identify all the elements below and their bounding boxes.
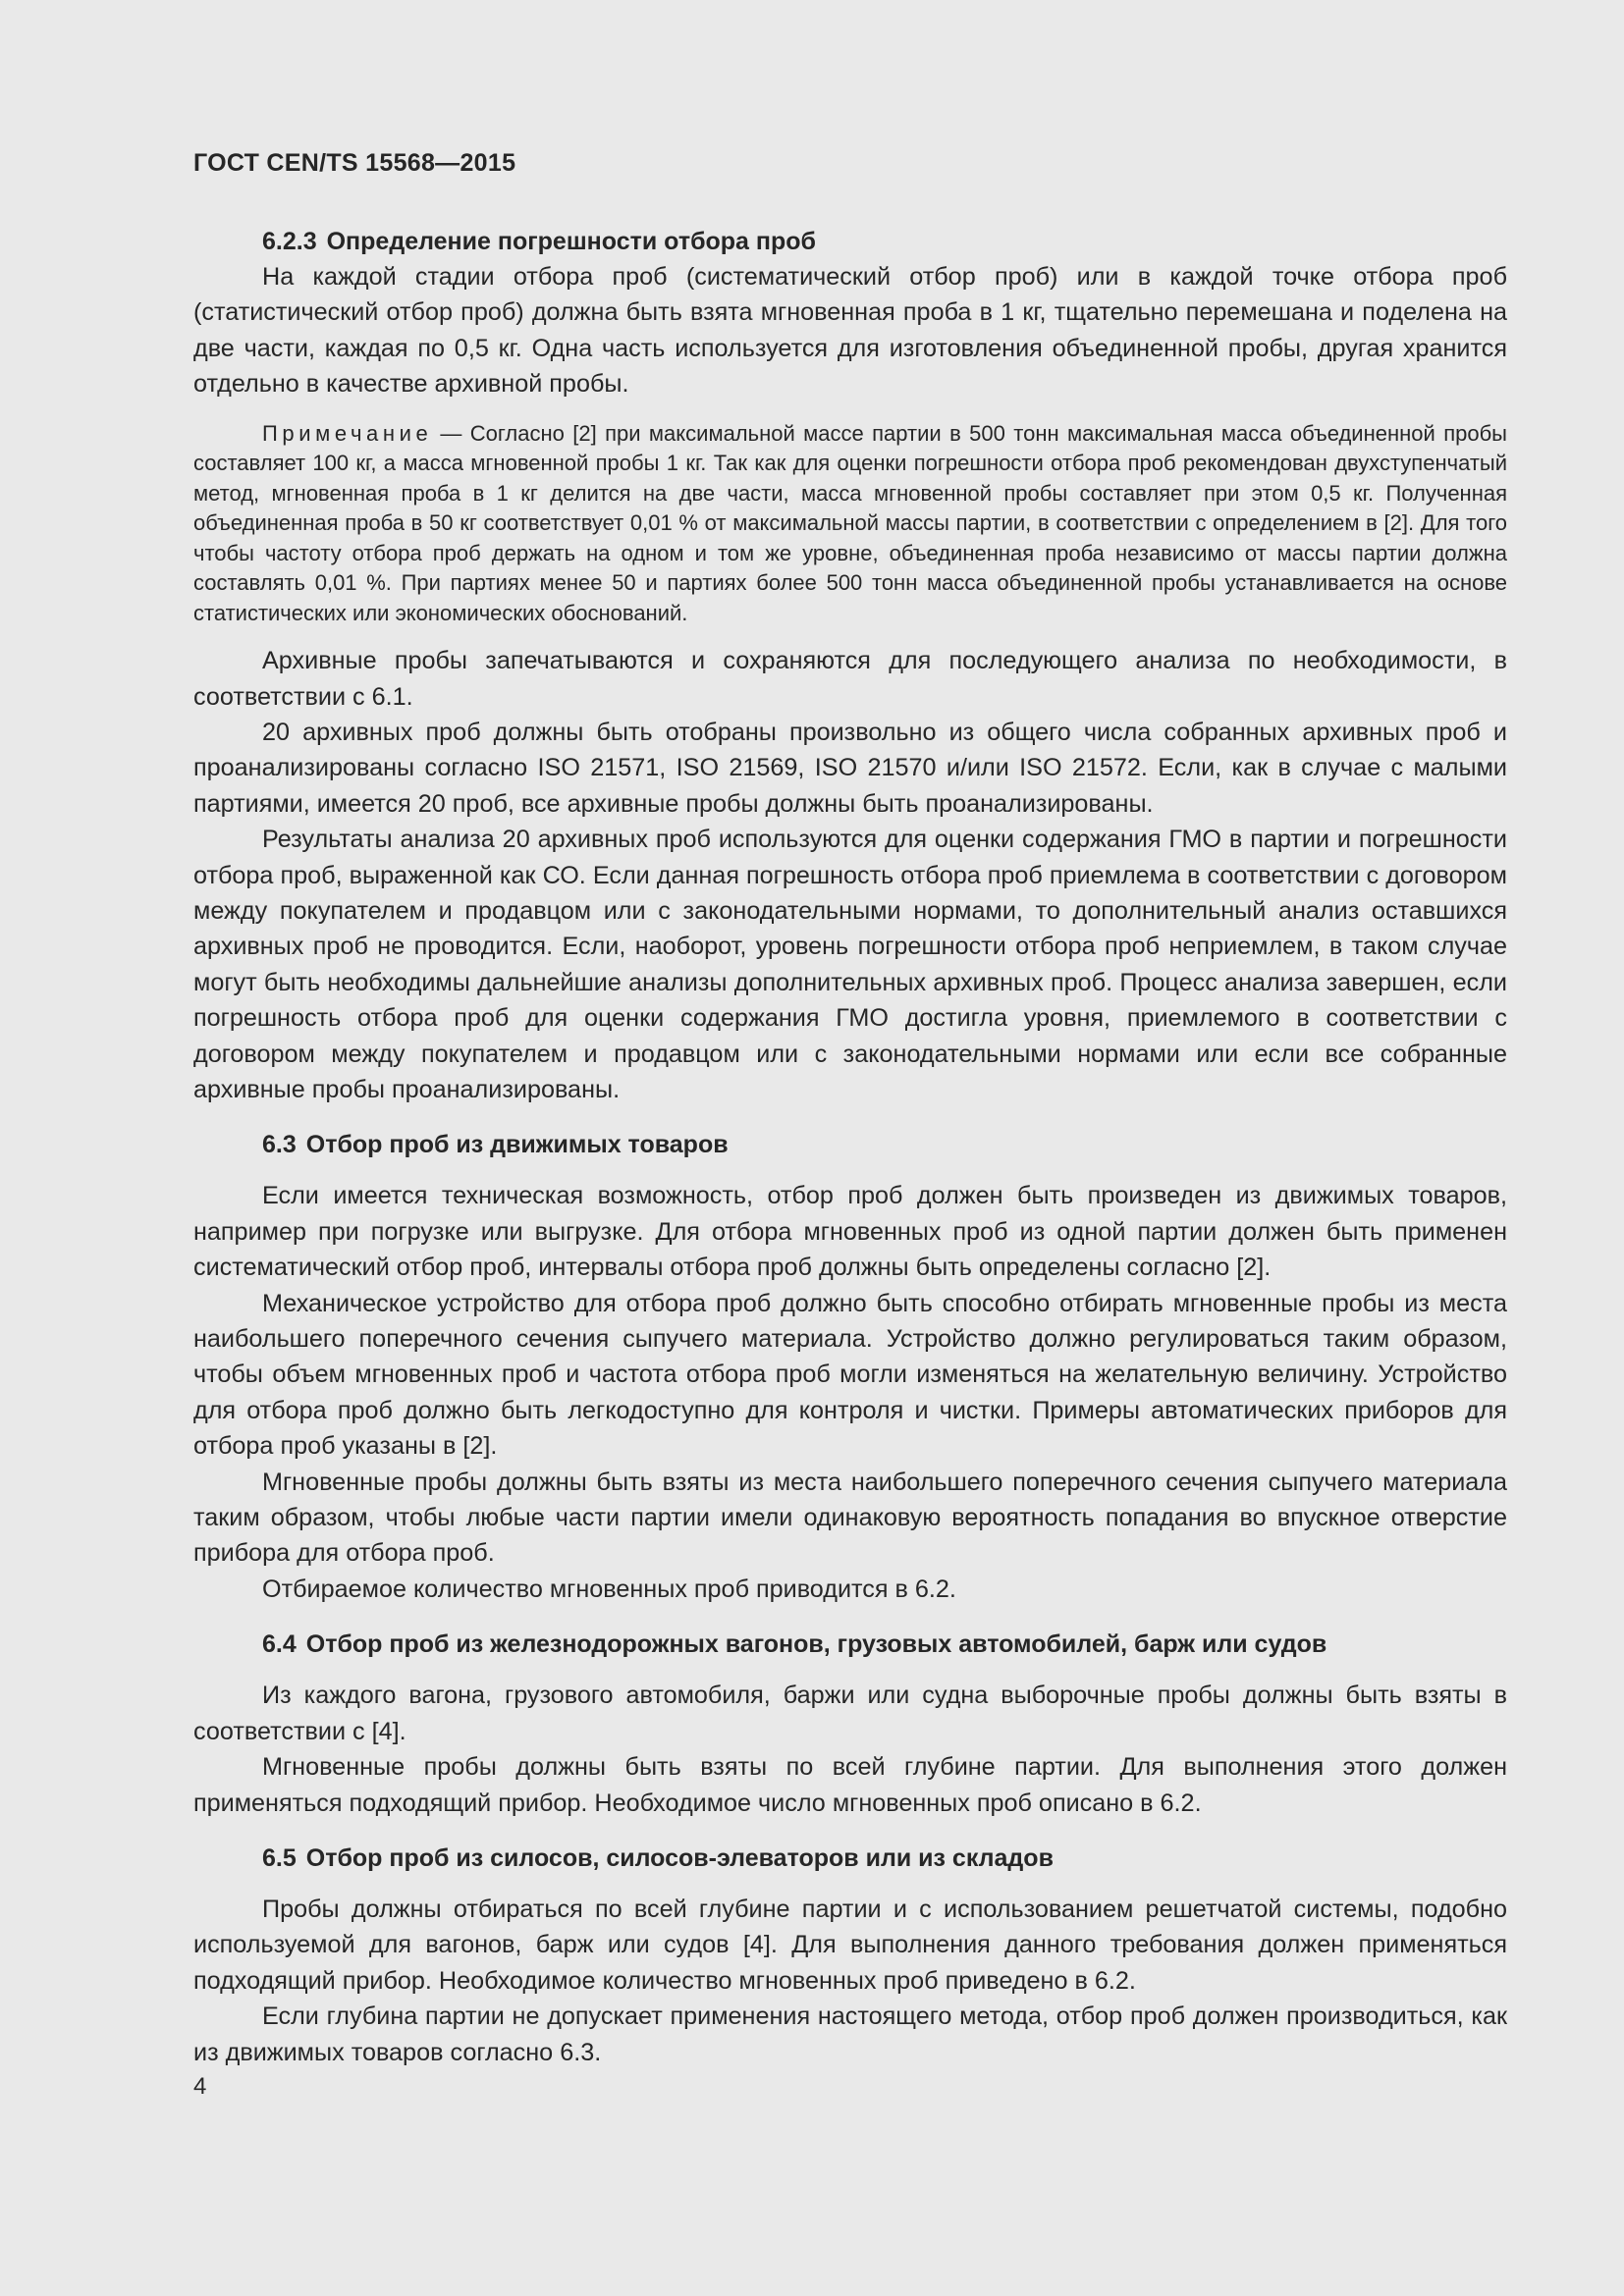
paragraph: Если глубина партии не допускает применения настоящего метода, отбор проб должен производиться, как из движимых товаров согласно 6.3. (193, 2002, 1507, 2066)
section-heading-6-2-3 (193, 224, 1507, 259)
section-title: Определение погрешности отбора проб (326, 228, 816, 255)
note-paragraph (193, 419, 1507, 629)
paragraph: Пробы должны отбираться по всей глубине партии и с использованием решетчатой системы, подобно используемой для вагонов, барж или судов [4]. Для выполнения данного требования должен применяться подходящий прибор. Необходимое количество мгновенных проб приведено в 6.2. (193, 1895, 1507, 1995)
section-heading-6-5 (193, 1841, 1507, 1876)
note-label: Примечание (262, 420, 433, 446)
paragraph: 20 архивных проб должны быть отобраны произвольно из общего числа собранных архивных проб и проанализированы согласно ISO 21571, ISO 21569, ISO 21570 и/или ISO 21572. Если, как в случае с малыми партиями, имеется 20 проб, все архивные пробы должны быть проанализированы. (193, 718, 1507, 818)
paragraph: Мгновенные пробы должны быть взяты по всей глубине партии. Для выполнения этого должен применяться подходящий прибор. Необходимое число мгновенных проб описано в 6.2. (193, 1753, 1507, 1817)
section-number: 6.5 (262, 1843, 297, 1872)
section-title: Отбор проб из движимых товаров (305, 1131, 729, 1159)
paragraph: Результаты анализа 20 архивных проб используются для оценки содержания ГМО в партии и погрешности отбора проб, выраженной как СО. Если данная погрешность отбора проб приемлема в соответствии с договором между покупателем и продавцом или с законодательными нормами, то дополнительный анализ оставшихся архивных проб не проводится. Если, наоборот, уровень погрешности отбора проб неприемлем, в таком случае могут быть необходимы дальнейшие анализы дополнительных архивных проб. Процесс анализа завершен, если погрешность отбора проб для оценки содержания ГМО достигла уровня, приемлемого в соответствии с договором между покупателем и продавцом или с законодательными нормами или если все собранные архивные пробы проанализированы. (193, 826, 1507, 1103)
paragraph: Мгновенные пробы должны быть взяты из места наибольшего поперечного сечения сыпучего материала таким образом, чтобы любые части партии имели одинаковую вероятность попадания во впускное отверстие прибора для отбора проб. (193, 1468, 1507, 1568)
paragraph: Механическое устройство для отбора проб должно быть способно отбирать мгновенные пробы из места наибольшего поперечного сечения сыпучего материала. Устройство должно регулироваться таким образом, чтобы объем мгновенных проб и частота отбора проб могли изменяться на желательную величину. Устройство для отбора проб должно быть легкодоступно для контроля и чистки. Примеры автоматических приборов для отбора проб указаны в [2]. (193, 1289, 1507, 1461)
paragraph: Если имеется техническая возможность, отбор проб должен быть произведен из движимых товаров, например при погрузке или выгрузке. Для отбора мгновенных проб из одной партии должен быть применен систематический отбор проб, интервалы отбора проб должны быть определены согласно [2]. (193, 1182, 1507, 1282)
document-body (193, 224, 1507, 2070)
note-text: — Согласно [2] при максимальной массе партии в 500 тонн максимальная масса объединенной пробы составляет 100 кг, а масса мгновенной пробы 1 кг. Так как для оценки погрешности отбора проб рекомендован двухступенчатый метод, мгновенная проба в 1 кг делится на две части, масса мгновенной пробы составляет при этом 0,5 кг. Полученная объединенная проба в 50 кг соответствует 0,01 % от максимальной массы партии, в соответствии с определением в [2]. Для того чтобы частоту отбора проб держать на одном и том же уровне, объединенная проба независимо от массы партии должна составлять 0,01 %. При партиях менее 50 и партиях более 500 тонн масса объединенной пробы устанавливается на основе статистических или экономических обоснований. (193, 420, 1507, 625)
page-number: 4 (193, 2073, 207, 2100)
paragraph: Отбираемое количество мгновенных проб приводится в 6.2. (262, 1575, 956, 1603)
section-heading-6-3 (193, 1127, 1507, 1162)
section-number: 6.2.3 (262, 228, 317, 255)
paragraph: Архивные пробы запечатываются и сохраняются для последующего анализа по необходимости, в соответствии с 6.1. (193, 647, 1507, 711)
section-title: Отбор проб из силосов, силосов-элеваторов или из складов (305, 1843, 1054, 1872)
paragraph: На каждой стадии отбора проб (систематический отбор проб) или в каждой точке отбора проб (статистический отбор проб) должна быть взята мгновенная проба в 1 кг, тщательно перемешана и поделена на две части, каждая по 0,5 кг. Одна часть используется для изготовления объединенной пробы, другая хранится отдельно в качестве архивной пробы. (193, 263, 1507, 399)
section-number: 6.3 (262, 1131, 297, 1159)
section-number: 6.4 (262, 1630, 297, 1659)
document-header-code: ГОСТ CEN/TS 15568—2015 (193, 149, 516, 177)
section-heading-6-4 (193, 1627, 1507, 1662)
paragraph: Из каждого вагона, грузового автомобиля, баржи или судна выборочные пробы должны быть взяты в соответствии с [4]. (193, 1682, 1507, 1745)
section-title: Отбор проб из железнодорожных вагонов, грузовых автомобилей, барж или судов (305, 1630, 1327, 1659)
